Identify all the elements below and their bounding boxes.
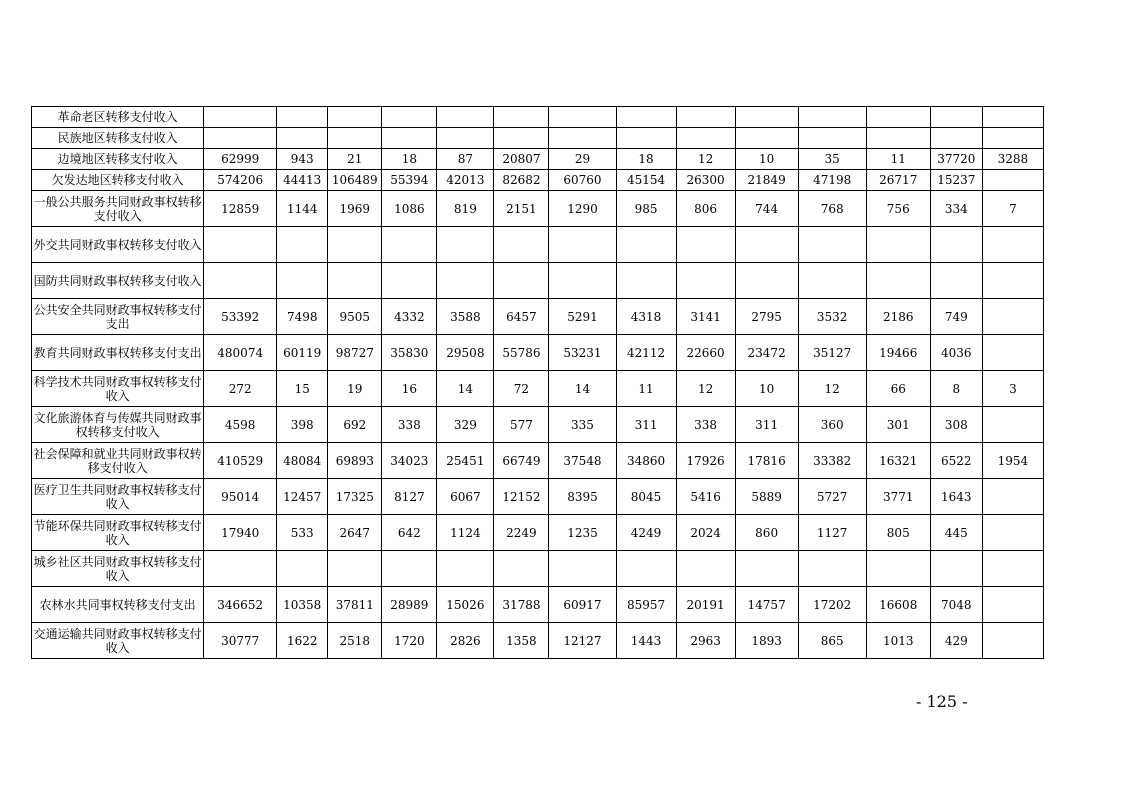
table-cell	[676, 227, 735, 263]
table-cell: 429	[930, 623, 982, 659]
table-cell: 398	[277, 407, 328, 443]
table-cell: 12127	[549, 623, 616, 659]
table-cell	[204, 551, 277, 587]
table-row	[32, 128, 1044, 149]
table-cell: 23472	[735, 335, 798, 371]
table-cell	[437, 263, 494, 299]
table-cell	[616, 227, 676, 263]
table-cell: 66	[866, 371, 930, 407]
table-cell	[382, 263, 437, 299]
row-label: 一般公共服务共同财政事权转移支付收入	[32, 191, 204, 227]
table-cell: 69893	[328, 443, 382, 479]
table-cell	[382, 107, 437, 128]
table-cell: 2151	[494, 191, 549, 227]
table-cell: 480074	[204, 335, 277, 371]
table-cell	[328, 128, 382, 149]
table-row	[32, 227, 1044, 263]
table-cell	[328, 551, 382, 587]
table-cell: 95014	[204, 479, 277, 515]
table-cell: 6457	[494, 299, 549, 335]
table-cell: 14	[549, 371, 616, 407]
table-cell: 14757	[735, 587, 798, 623]
table-cell: 860	[735, 515, 798, 551]
table-cell: 72	[494, 371, 549, 407]
table-cell	[866, 263, 930, 299]
table-row	[32, 623, 1044, 659]
table-cell	[549, 227, 616, 263]
table-cell	[866, 107, 930, 128]
table-row	[32, 587, 1044, 623]
table-cell	[866, 227, 930, 263]
table-cell	[735, 263, 798, 299]
table-cell: 6067	[437, 479, 494, 515]
table-cell	[866, 128, 930, 149]
row-label: 社会保障和就业共同财政事权转移支付收入	[32, 443, 204, 479]
table-cell: 1127	[798, 515, 866, 551]
table-cell: 35830	[382, 335, 437, 371]
table-cell: 1290	[549, 191, 616, 227]
table-cell: 106489	[328, 170, 382, 191]
table-cell: 34023	[382, 443, 437, 479]
table-cell: 11	[616, 371, 676, 407]
table-cell	[382, 551, 437, 587]
table-cell: 2024	[676, 515, 735, 551]
table-cell	[982, 335, 1043, 371]
table-cell: 12	[676, 371, 735, 407]
table-cell: 8127	[382, 479, 437, 515]
table-cell: 35127	[798, 335, 866, 371]
table-cell: 53231	[549, 335, 616, 371]
row-label: 科学技术共同财政事权转移支付收入	[32, 371, 204, 407]
table-cell: 42112	[616, 335, 676, 371]
table-cell: 311	[616, 407, 676, 443]
table-cell: 16	[382, 371, 437, 407]
table-cell: 4036	[930, 335, 982, 371]
table-cell: 7	[982, 191, 1043, 227]
table-cell: 2647	[328, 515, 382, 551]
row-label: 欠发达地区转移支付收入	[32, 170, 204, 191]
table-row	[32, 335, 1044, 371]
table-cell	[982, 551, 1043, 587]
table-cell	[549, 263, 616, 299]
table-body	[32, 107, 1044, 659]
table-cell: 1144	[277, 191, 328, 227]
table-cell: 62999	[204, 149, 277, 170]
table-row	[32, 551, 1044, 587]
table-cell: 31788	[494, 587, 549, 623]
table-cell: 819	[437, 191, 494, 227]
table-cell: 1124	[437, 515, 494, 551]
table-cell	[982, 407, 1043, 443]
table-row	[32, 371, 1044, 407]
table-cell: 35	[798, 149, 866, 170]
table-cell	[382, 128, 437, 149]
table-cell: 11	[866, 149, 930, 170]
table-cell: 48084	[277, 443, 328, 479]
table-cell	[328, 227, 382, 263]
table-cell	[549, 551, 616, 587]
table-cell: 334	[930, 191, 982, 227]
table-cell: 6522	[930, 443, 982, 479]
table-cell: 10	[735, 371, 798, 407]
table-cell	[798, 128, 866, 149]
table-cell: 1358	[494, 623, 549, 659]
table-cell: 311	[735, 407, 798, 443]
table-cell: 19	[328, 371, 382, 407]
table-cell: 4332	[382, 299, 437, 335]
table-cell: 943	[277, 149, 328, 170]
row-label: 农林水共同事权转移支付支出	[32, 587, 204, 623]
table-cell: 272	[204, 371, 277, 407]
table-cell	[494, 128, 549, 149]
table-cell: 2795	[735, 299, 798, 335]
table-cell: 19466	[866, 335, 930, 371]
table-cell	[616, 551, 676, 587]
table-cell	[982, 107, 1043, 128]
table-cell: 756	[866, 191, 930, 227]
table-cell	[277, 128, 328, 149]
table-row	[32, 107, 1044, 128]
table-row	[32, 299, 1044, 335]
table-cell: 44413	[277, 170, 328, 191]
row-label: 节能环保共同财政事权转移支付收入	[32, 515, 204, 551]
table-cell: 16321	[866, 443, 930, 479]
table-cell: 45154	[616, 170, 676, 191]
table-row	[32, 263, 1044, 299]
row-label: 公共安全共同财政事权转移支付支出	[32, 299, 204, 335]
table-cell: 15237	[930, 170, 982, 191]
table-cell: 55786	[494, 335, 549, 371]
page-number: - 125 -	[916, 692, 968, 711]
table-cell: 3532	[798, 299, 866, 335]
table-cell: 82682	[494, 170, 549, 191]
table-cell: 1720	[382, 623, 437, 659]
table-cell: 335	[549, 407, 616, 443]
table-cell: 1235	[549, 515, 616, 551]
table-cell: 8045	[616, 479, 676, 515]
table-cell: 2963	[676, 623, 735, 659]
table-cell: 17940	[204, 515, 277, 551]
table-cell: 3	[982, 371, 1043, 407]
table-cell: 3288	[982, 149, 1043, 170]
table-cell: 1969	[328, 191, 382, 227]
table-cell: 12859	[204, 191, 277, 227]
table-cell: 26300	[676, 170, 735, 191]
table-cell: 33382	[798, 443, 866, 479]
table-cell: 53392	[204, 299, 277, 335]
table-cell: 4318	[616, 299, 676, 335]
table-cell: 445	[930, 515, 982, 551]
table-cell: 1954	[982, 443, 1043, 479]
table-cell: 42013	[437, 170, 494, 191]
table-cell: 3141	[676, 299, 735, 335]
table-cell	[982, 263, 1043, 299]
table-cell: 20807	[494, 149, 549, 170]
table-cell: 768	[798, 191, 866, 227]
table-cell: 2249	[494, 515, 549, 551]
table-cell: 5291	[549, 299, 616, 335]
table-cell: 8	[930, 371, 982, 407]
table-cell: 749	[930, 299, 982, 335]
fiscal-transfer-table	[31, 106, 1044, 659]
table-cell	[735, 128, 798, 149]
table-cell: 1643	[930, 479, 982, 515]
table-cell: 98727	[328, 335, 382, 371]
table-cell	[798, 263, 866, 299]
table-cell: 34860	[616, 443, 676, 479]
table-cell	[866, 551, 930, 587]
table-cell: 7498	[277, 299, 328, 335]
table-cell: 12	[676, 149, 735, 170]
table-cell: 60760	[549, 170, 616, 191]
table-cell	[382, 227, 437, 263]
table-cell: 7048	[930, 587, 982, 623]
table-row	[32, 407, 1044, 443]
table-cell: 301	[866, 407, 930, 443]
table-cell: 29	[549, 149, 616, 170]
table-cell	[735, 107, 798, 128]
table-cell: 410529	[204, 443, 277, 479]
table-cell: 805	[866, 515, 930, 551]
table-cell: 2826	[437, 623, 494, 659]
table-cell: 5727	[798, 479, 866, 515]
table-row	[32, 191, 1044, 227]
table-row	[32, 479, 1044, 515]
table-cell: 22660	[676, 335, 735, 371]
table-cell	[277, 551, 328, 587]
table-cell	[494, 107, 549, 128]
table-cell: 12457	[277, 479, 328, 515]
row-label: 交通运输共同财政事权转移支付收入	[32, 623, 204, 659]
table-cell	[798, 551, 866, 587]
table-cell: 87	[437, 149, 494, 170]
table-cell: 574206	[204, 170, 277, 191]
row-label: 边境地区转移支付收入	[32, 149, 204, 170]
table-cell: 12152	[494, 479, 549, 515]
table-cell	[328, 263, 382, 299]
table-cell	[982, 479, 1043, 515]
table-cell: 1013	[866, 623, 930, 659]
table-row	[32, 170, 1044, 191]
table-row	[32, 443, 1044, 479]
table-cell: 4249	[616, 515, 676, 551]
table-cell	[277, 107, 328, 128]
table-cell	[437, 107, 494, 128]
table-cell: 18	[616, 149, 676, 170]
table-cell	[437, 227, 494, 263]
table-cell	[616, 128, 676, 149]
table-cell	[204, 227, 277, 263]
table-cell	[277, 227, 328, 263]
table-cell	[982, 587, 1043, 623]
table-cell: 360	[798, 407, 866, 443]
table-cell	[494, 263, 549, 299]
table-cell: 16608	[866, 587, 930, 623]
table-cell: 533	[277, 515, 328, 551]
table-cell: 26717	[866, 170, 930, 191]
table-cell: 17202	[798, 587, 866, 623]
table-cell	[982, 623, 1043, 659]
table-cell: 85957	[616, 587, 676, 623]
table-row	[32, 149, 1044, 170]
table-cell: 29508	[437, 335, 494, 371]
table-cell	[930, 107, 982, 128]
row-label: 文化旅游体育与传媒共同财政事权转移支付收入	[32, 407, 204, 443]
table-cell: 5416	[676, 479, 735, 515]
table-cell: 37811	[328, 587, 382, 623]
table-cell: 2518	[328, 623, 382, 659]
table-cell: 4598	[204, 407, 277, 443]
table-cell: 642	[382, 515, 437, 551]
table-cell: 17816	[735, 443, 798, 479]
table-cell	[798, 227, 866, 263]
table-cell: 21849	[735, 170, 798, 191]
table-cell: 5889	[735, 479, 798, 515]
table-cell	[930, 263, 982, 299]
table-cell	[982, 299, 1043, 335]
table-cell: 18	[382, 149, 437, 170]
table-cell	[549, 128, 616, 149]
table-cell: 30777	[204, 623, 277, 659]
table-cell	[204, 263, 277, 299]
table-cell	[204, 107, 277, 128]
table-cell: 10358	[277, 587, 328, 623]
table-cell	[676, 107, 735, 128]
table-cell: 806	[676, 191, 735, 227]
table-cell: 17926	[676, 443, 735, 479]
table-cell	[676, 263, 735, 299]
table-cell	[982, 170, 1043, 191]
table-cell: 47198	[798, 170, 866, 191]
row-label: 教育共同财政事权转移支付支出	[32, 335, 204, 371]
table-cell: 985	[616, 191, 676, 227]
table-cell: 25451	[437, 443, 494, 479]
table-cell: 3771	[866, 479, 930, 515]
row-label: 国防共同财政事权转移支付收入	[32, 263, 204, 299]
table-cell: 338	[382, 407, 437, 443]
table-row	[32, 515, 1044, 551]
table-cell	[277, 263, 328, 299]
table-cell	[676, 128, 735, 149]
table-cell: 8395	[549, 479, 616, 515]
table-cell: 338	[676, 407, 735, 443]
table-cell	[930, 551, 982, 587]
table-cell: 3588	[437, 299, 494, 335]
table-cell	[328, 107, 382, 128]
table-cell: 55394	[382, 170, 437, 191]
table-cell: 17325	[328, 479, 382, 515]
table-cell: 1443	[616, 623, 676, 659]
table-cell: 308	[930, 407, 982, 443]
table-cell: 346652	[204, 587, 277, 623]
row-label: 民族地区转移支付收入	[32, 128, 204, 149]
table-cell	[735, 227, 798, 263]
table-cell: 577	[494, 407, 549, 443]
table-cell	[982, 128, 1043, 149]
table-cell	[204, 128, 277, 149]
table-cell: 60917	[549, 587, 616, 623]
table-cell: 1622	[277, 623, 328, 659]
table-cell	[982, 515, 1043, 551]
table-cell	[930, 128, 982, 149]
table-cell: 2186	[866, 299, 930, 335]
table-cell	[930, 227, 982, 263]
table-cell: 744	[735, 191, 798, 227]
table-cell	[494, 227, 549, 263]
table-cell	[437, 551, 494, 587]
table-cell: 37548	[549, 443, 616, 479]
table-cell	[798, 107, 866, 128]
row-label: 外交共同财政事权转移支付收入	[32, 227, 204, 263]
table-cell: 329	[437, 407, 494, 443]
table-cell	[549, 107, 616, 128]
table-cell: 60119	[277, 335, 328, 371]
table-cell	[437, 128, 494, 149]
table-cell: 692	[328, 407, 382, 443]
table-cell: 10	[735, 149, 798, 170]
table-cell: 15	[277, 371, 328, 407]
table-cell: 12	[798, 371, 866, 407]
table-cell	[494, 551, 549, 587]
table-cell: 20191	[676, 587, 735, 623]
table-cell	[616, 263, 676, 299]
table-cell: 14	[437, 371, 494, 407]
table-cell: 15026	[437, 587, 494, 623]
row-label: 革命老区转移支付收入	[32, 107, 204, 128]
row-label: 城乡社区共同财政事权转移支付收入	[32, 551, 204, 587]
table-cell: 865	[798, 623, 866, 659]
table-cell: 9505	[328, 299, 382, 335]
table-cell	[982, 227, 1043, 263]
table-cell	[676, 551, 735, 587]
table-cell: 37720	[930, 149, 982, 170]
table-cell	[616, 107, 676, 128]
table-cell	[735, 551, 798, 587]
table-cell: 28989	[382, 587, 437, 623]
table-cell: 1893	[735, 623, 798, 659]
table-cell: 66749	[494, 443, 549, 479]
table-cell: 1086	[382, 191, 437, 227]
table-cell: 21	[328, 149, 382, 170]
row-label: 医疗卫生共同财政事权转移支付收入	[32, 479, 204, 515]
